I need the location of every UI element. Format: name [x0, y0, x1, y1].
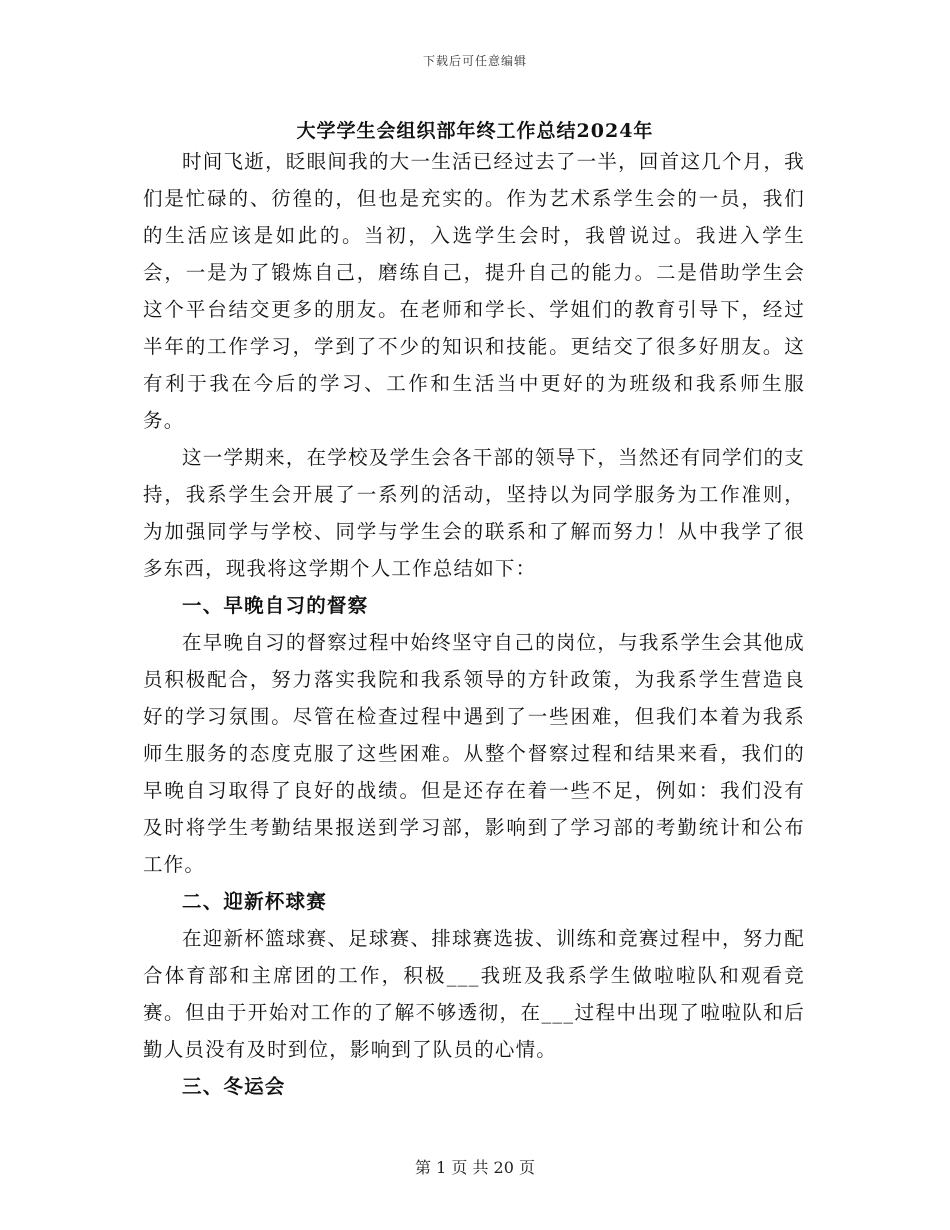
page-number: 第 1 页 共 20 页 [415, 1158, 535, 1177]
document-body [143, 143, 805, 1105]
section-heading-self-study: 一、早晚自习的督察 [182, 594, 369, 617]
paragraph-intro: 时间飞逝，眨眼间我的大一生活已经过去了一半，回首这几个月，我们是忙碌的、彷徨的，但也是充实的。作为艺术系学生会的一员，我们的生活应该是如此的。当初，入选学生会时，我曾说过。我进入学生会，一是为了锻炼自己，磨练自己，提升自己的能力。二是借助学生会这个平台结交更多的朋友。在老师和学长、学姐们的教育引导下，经过半年的工作学习，学到了不少的知识和技能。更结交了很多好朋友。这有利于我在今后的学习、工作和生活当中更好的为班级和我系师生服务。 [143, 150, 805, 432]
document-title: 大学学生会组织部年终工作总结2024年 [296, 120, 654, 142]
section-heading-winter-games: 三、冬运会 [182, 1075, 286, 1098]
section-text-self-study: 在早晚自习的督察过程中始终坚守自己的岗位，与我系学生会其他成员积极配合，努力落实我院和我系领导的方针政策，为我系学生营造良好的学习氛围。尽管在检查过程中遇到了一些困难，但我们本着为我系师生服务的态度克服了这些困难。从整个督察过程和结果来看，我们的早晚自习取得了良好的战绩。但是还存在着一些不足，例如：我们没有及时将学生考勤结果报送到学习部，影响到了学习部的考勤统计和公布工作。 [143, 631, 805, 876]
page-header-note: 下载后可任意编辑 [422, 54, 527, 68]
paragraph-semester: 这一学期来，在学校及学生会各干部的领导下，当然还有同学们的支持，我系学生会开展了一系列的活动，坚持以为同学服务为工作准则，为加强同学与学校、同学与学生会的联系和了解而努力！从中我学了很多东西，现我将这学期个人工作总结如下： [143, 446, 805, 580]
section-heading-ball-games: 二、迎新杯球赛 [182, 890, 327, 913]
section-text-ball-games: 在迎新杯篮球赛、足球赛、排球赛选拔、训练和竞赛过程中，努力配合体育部和主席团的工作，积极___我班及我系学生做啦啦队和观看竞赛。但由于开始对工作的了解不够透彻，在___过程中出现了啦啦队和后勤人员没有及时到位，影响到了队员的心情。 [143, 927, 805, 1061]
